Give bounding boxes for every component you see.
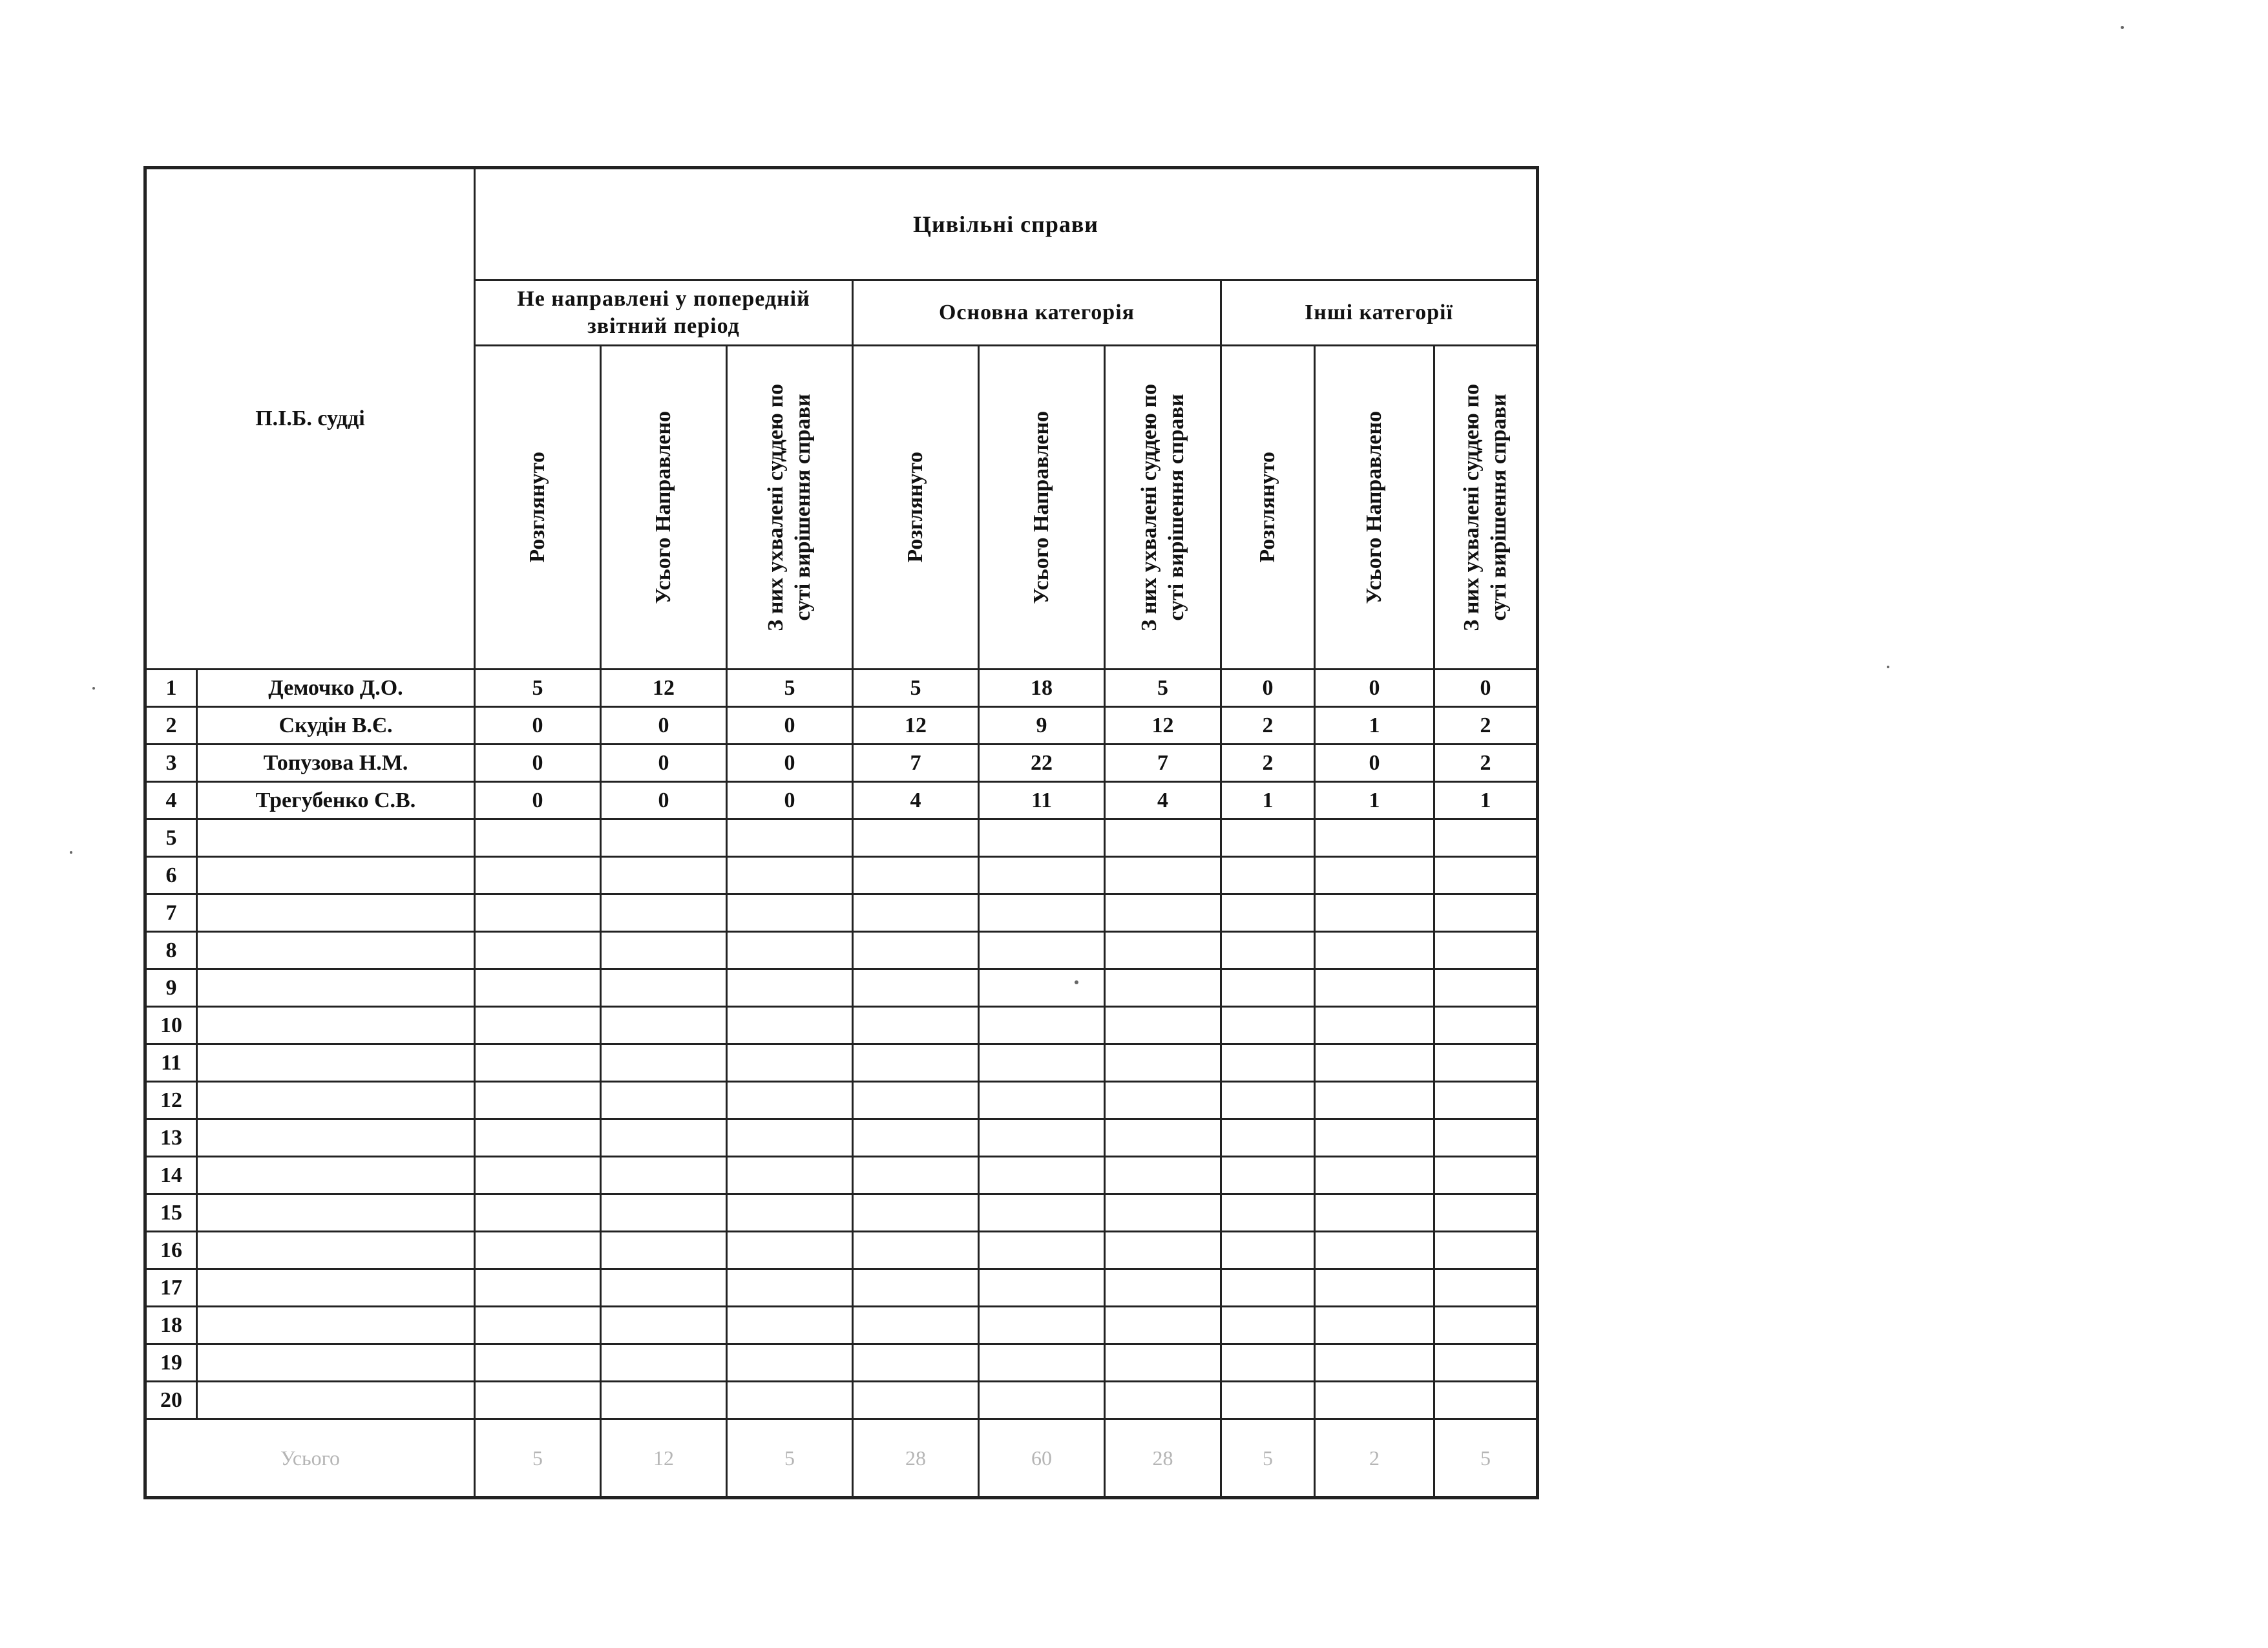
cell-value (979, 1119, 1105, 1157)
judge-name (197, 1232, 475, 1269)
cell-value (475, 1119, 601, 1157)
column-header-5 (979, 346, 1105, 670)
column-header-label: З них ухвалені суддею по суті вирішення справи (1137, 383, 1188, 631)
cell-value (727, 1232, 853, 1269)
table-row (145, 819, 1538, 857)
row-number: 13 (145, 1119, 197, 1157)
cell-value (979, 1157, 1105, 1194)
cell-value (979, 1007, 1105, 1044)
table-row (145, 1344, 1538, 1382)
cell-value (727, 1007, 853, 1044)
cell-value (853, 1232, 979, 1269)
cell-value (853, 1382, 979, 1419)
cell-value (979, 1232, 1105, 1269)
cell-value (475, 1157, 601, 1194)
cell-value (979, 1382, 1105, 1419)
cell-value: 5 (1105, 670, 1221, 707)
cell-value: 18 (979, 670, 1105, 707)
cell-value (1105, 1344, 1221, 1382)
judge-name (197, 1194, 475, 1232)
table-row (145, 1269, 1538, 1307)
cell-value: 5 (727, 670, 853, 707)
cell-value: 5 (475, 670, 601, 707)
judge-name (197, 1344, 475, 1382)
table-row (145, 1307, 1538, 1344)
table-row (145, 857, 1538, 894)
cell-value: 0 (475, 782, 601, 819)
row-number: 10 (145, 1007, 197, 1044)
table-row (145, 782, 1538, 819)
table-row (145, 745, 1538, 782)
cell-value: 0 (601, 782, 727, 819)
column-header-label: З них ухвалені суддею по суті вирішення справи (1460, 383, 1511, 631)
cell-value (853, 894, 979, 932)
cell-value (853, 819, 979, 857)
column-header-label: Усього Направлено (1362, 410, 1386, 604)
judge-name-header: П.І.Б. судді (145, 168, 475, 670)
cell-value (475, 894, 601, 932)
table-row (145, 1044, 1538, 1082)
cell-value (1315, 1119, 1434, 1157)
cell-value (727, 1307, 853, 1344)
cell-value: 12 (601, 670, 727, 707)
cell-value (1434, 857, 1538, 894)
column-header-6 (1105, 346, 1221, 670)
cell-value (853, 1007, 979, 1044)
cell-value (601, 1194, 727, 1232)
cell-value (1105, 1269, 1221, 1307)
cell-value (1434, 1082, 1538, 1119)
cell-value (1315, 894, 1434, 932)
column-header-label: Усього Направлено (1029, 410, 1053, 604)
cell-value (601, 1344, 727, 1382)
cell-value: 12 (1105, 707, 1221, 745)
cell-value: 2 (1221, 707, 1315, 745)
cell-value (1315, 1157, 1434, 1194)
row-number: 1 (145, 670, 197, 707)
cell-value: 0 (1315, 670, 1434, 707)
cell-value (1434, 969, 1538, 1007)
cell-value: 2 (1221, 745, 1315, 782)
total-value: 28 (1105, 1419, 1221, 1498)
cell-value (1315, 1194, 1434, 1232)
cell-value (727, 1157, 853, 1194)
cell-value (601, 1082, 727, 1119)
column-header-label: З них ухвалені суддею по суті вирішення справи (764, 383, 815, 631)
judge-name (197, 1157, 475, 1194)
cell-value (727, 1044, 853, 1082)
cell-value (1434, 1007, 1538, 1044)
cell-value (475, 1044, 601, 1082)
cell-value (1221, 1232, 1315, 1269)
cell-value: 0 (1221, 670, 1315, 707)
row-number: 6 (145, 857, 197, 894)
cell-value (1221, 1082, 1315, 1119)
judge-name (197, 1007, 475, 1044)
cell-value: 0 (727, 745, 853, 782)
column-header-label: Розглянуто (1255, 452, 1279, 563)
cell-value (727, 1344, 853, 1382)
cell-value (727, 1269, 853, 1307)
cell-value: 2 (1434, 745, 1538, 782)
cell-value (727, 1119, 853, 1157)
table-row (145, 1007, 1538, 1044)
column-header-9 (1434, 346, 1538, 670)
cell-value (601, 1232, 727, 1269)
cell-value (853, 1157, 979, 1194)
cell-value (853, 1082, 979, 1119)
cell-value (1105, 1007, 1221, 1044)
cell-value (979, 1307, 1105, 1344)
judge-name (197, 932, 475, 969)
table-row (145, 1119, 1538, 1157)
cell-value (1434, 1344, 1538, 1382)
cell-value (727, 819, 853, 857)
cell-value (1315, 1007, 1434, 1044)
judge-name (197, 1119, 475, 1157)
table-row (145, 894, 1538, 932)
cell-value (601, 1157, 727, 1194)
cell-value (475, 1007, 601, 1044)
cell-value (853, 1044, 979, 1082)
column-header-3 (727, 346, 853, 670)
cell-value (1105, 1082, 1221, 1119)
cell-value: 4 (1105, 782, 1221, 819)
table-title: Цивільні справи (475, 168, 1538, 280)
cell-value (1315, 1232, 1434, 1269)
cell-value: 7 (853, 745, 979, 782)
column-header-label: Розглянуто (525, 452, 549, 563)
cell-value (1221, 1344, 1315, 1382)
table-row (145, 1232, 1538, 1269)
cell-value (1105, 1044, 1221, 1082)
cell-value (1434, 1269, 1538, 1307)
cell-value (1221, 819, 1315, 857)
cell-value (1221, 1269, 1315, 1307)
cell-value: 1 (1315, 782, 1434, 819)
cell-value (1221, 1194, 1315, 1232)
cell-value: 1 (1315, 707, 1434, 745)
cell-value: 0 (1434, 670, 1538, 707)
cell-value (1434, 1382, 1538, 1419)
judge-name: Топузова Н.М. (197, 745, 475, 782)
cell-value: 0 (601, 745, 727, 782)
cell-value (979, 932, 1105, 969)
judge-name (197, 1269, 475, 1307)
table-row (145, 932, 1538, 969)
cell-value: 12 (853, 707, 979, 745)
column-header-7 (1221, 346, 1315, 670)
cell-value (601, 894, 727, 932)
cell-value (1315, 969, 1434, 1007)
cell-value: 1 (1434, 782, 1538, 819)
cell-value (1105, 1382, 1221, 1419)
cell-value (1315, 1082, 1434, 1119)
cell-value (1434, 1044, 1538, 1082)
cell-value (1105, 1119, 1221, 1157)
cell-value (727, 932, 853, 969)
cell-value (1434, 1232, 1538, 1269)
cell-value: 9 (979, 707, 1105, 745)
report-table (143, 166, 1539, 1499)
cell-value (853, 1119, 979, 1157)
row-number: 3 (145, 745, 197, 782)
row-number: 18 (145, 1307, 197, 1344)
cell-value (1105, 819, 1221, 857)
row-number: 17 (145, 1269, 197, 1307)
column-header-4 (853, 346, 979, 670)
total-value: 5 (475, 1419, 601, 1498)
cell-value (1221, 1157, 1315, 1194)
scan-speck (1075, 980, 1078, 984)
cell-value (1221, 969, 1315, 1007)
cell-value (727, 1082, 853, 1119)
cell-value (853, 1344, 979, 1382)
cell-value (1105, 1194, 1221, 1232)
cell-value (1315, 1382, 1434, 1419)
table-row (145, 1382, 1538, 1419)
cell-value (475, 1382, 601, 1419)
cell-value: 0 (475, 745, 601, 782)
total-value: 5 (1221, 1419, 1315, 1498)
cell-value (1434, 1307, 1538, 1344)
total-value: 60 (979, 1419, 1105, 1498)
cell-value (979, 857, 1105, 894)
row-number: 9 (145, 969, 197, 1007)
table-row (145, 1082, 1538, 1119)
row-number: 19 (145, 1344, 197, 1382)
cell-value (1105, 1157, 1221, 1194)
cell-value (853, 857, 979, 894)
cell-value (601, 969, 727, 1007)
group-header-not-sent: Не направлені у попередній звітний період (475, 280, 853, 346)
row-number: 12 (145, 1082, 197, 1119)
judge-name (197, 857, 475, 894)
cell-value (601, 1007, 727, 1044)
scan-speck (92, 687, 95, 690)
judge-name: Скудін В.Є. (197, 707, 475, 745)
column-header-8 (1315, 346, 1434, 670)
judge-name (197, 1307, 475, 1344)
cell-value (601, 932, 727, 969)
cell-value (1434, 1119, 1538, 1157)
cell-value (1221, 1307, 1315, 1344)
cell-value (1315, 1344, 1434, 1382)
row-number: 8 (145, 932, 197, 969)
cell-value (979, 1344, 1105, 1382)
judge-name (197, 969, 475, 1007)
cell-value (853, 1194, 979, 1232)
cell-value (979, 894, 1105, 932)
cell-value (1315, 1269, 1434, 1307)
cell-value (1221, 1382, 1315, 1419)
cell-value (475, 932, 601, 969)
judge-name: Трегубенко С.В. (197, 782, 475, 819)
scan-speck (70, 851, 72, 854)
cell-value: 0 (727, 707, 853, 745)
cell-value (1221, 1007, 1315, 1044)
cell-value (475, 1194, 601, 1232)
cell-value (1221, 1119, 1315, 1157)
column-header-label: Розглянуто (903, 452, 927, 563)
cell-value (727, 1194, 853, 1232)
cell-value (1315, 1307, 1434, 1344)
table-row (145, 670, 1538, 707)
total-value: 12 (601, 1419, 727, 1498)
cell-value (1315, 857, 1434, 894)
cell-value: 2 (1434, 707, 1538, 745)
cell-value (601, 1269, 727, 1307)
cell-value (475, 969, 601, 1007)
cell-value (853, 932, 979, 969)
cell-value (1221, 932, 1315, 969)
row-number: 15 (145, 1194, 197, 1232)
table-row (145, 1157, 1538, 1194)
total-value: 28 (853, 1419, 979, 1498)
cell-value (1434, 1157, 1538, 1194)
cell-value (979, 1194, 1105, 1232)
total-value: 2 (1315, 1419, 1434, 1498)
cell-value (475, 1082, 601, 1119)
table-row (145, 707, 1538, 745)
cell-value (979, 819, 1105, 857)
cell-value (979, 969, 1105, 1007)
judge-name: Демочко Д.О. (197, 670, 475, 707)
cell-value: 1 (1221, 782, 1315, 819)
cell-value: 5 (853, 670, 979, 707)
cell-value: 22 (979, 745, 1105, 782)
cell-value (1315, 1044, 1434, 1082)
judge-name (197, 1382, 475, 1419)
cell-value (727, 1382, 853, 1419)
column-header-2 (601, 346, 727, 670)
cell-value: 0 (1315, 745, 1434, 782)
cell-value (1105, 857, 1221, 894)
cell-value: 4 (853, 782, 979, 819)
total-row (145, 1419, 1538, 1498)
cell-value (1221, 894, 1315, 932)
table-row (145, 1194, 1538, 1232)
cell-value (1434, 932, 1538, 969)
cell-value (979, 1044, 1105, 1082)
cell-value (601, 857, 727, 894)
cell-value (475, 1232, 601, 1269)
cell-value (475, 1269, 601, 1307)
cell-value (979, 1082, 1105, 1119)
cell-value (979, 1269, 1105, 1307)
table-row (145, 969, 1538, 1007)
cell-value (1315, 819, 1434, 857)
cell-value: 0 (475, 707, 601, 745)
cell-value: 11 (979, 782, 1105, 819)
scan-speck (1887, 666, 1889, 668)
cell-value (1105, 1232, 1221, 1269)
cell-value (475, 857, 601, 894)
row-number: 7 (145, 894, 197, 932)
column-header-label: Усього Направлено (651, 410, 675, 604)
report-sheet (143, 166, 1539, 1499)
cell-value (727, 969, 853, 1007)
scan-speck (2121, 26, 2124, 29)
cell-value (475, 1307, 601, 1344)
cell-value (1105, 894, 1221, 932)
column-header-1 (475, 346, 601, 670)
cell-value (1105, 932, 1221, 969)
cell-value (853, 1269, 979, 1307)
cell-value: 0 (727, 782, 853, 819)
cell-value (1221, 857, 1315, 894)
cell-value: 7 (1105, 745, 1221, 782)
row-number: 2 (145, 707, 197, 745)
cell-value (601, 1119, 727, 1157)
cell-value (601, 819, 727, 857)
cell-value (1434, 819, 1538, 857)
total-value: 5 (727, 1419, 853, 1498)
judge-name (197, 894, 475, 932)
cell-value (475, 819, 601, 857)
total-value: 5 (1434, 1419, 1538, 1498)
cell-value (1434, 1194, 1538, 1232)
cell-value (601, 1307, 727, 1344)
judge-name (197, 819, 475, 857)
row-number: 20 (145, 1382, 197, 1419)
cell-value (1315, 932, 1434, 969)
cell-value: 0 (601, 707, 727, 745)
row-number: 5 (145, 819, 197, 857)
total-label: Усього (145, 1419, 475, 1498)
cell-value (1434, 894, 1538, 932)
cell-value (727, 894, 853, 932)
row-number: 16 (145, 1232, 197, 1269)
row-number: 14 (145, 1157, 197, 1194)
row-number: 11 (145, 1044, 197, 1082)
cell-value (1105, 1307, 1221, 1344)
group-header-main-category: Основна категорія (853, 280, 1221, 346)
judge-name (197, 1082, 475, 1119)
cell-value (1105, 969, 1221, 1007)
cell-value (475, 1344, 601, 1382)
cell-value (727, 857, 853, 894)
cell-value (853, 969, 979, 1007)
cell-value (601, 1044, 727, 1082)
group-header-other-categories: Інші категорії (1221, 280, 1538, 346)
cell-value (1221, 1044, 1315, 1082)
cell-value (601, 1382, 727, 1419)
cell-value (853, 1307, 979, 1344)
judge-name (197, 1044, 475, 1082)
row-number: 4 (145, 782, 197, 819)
